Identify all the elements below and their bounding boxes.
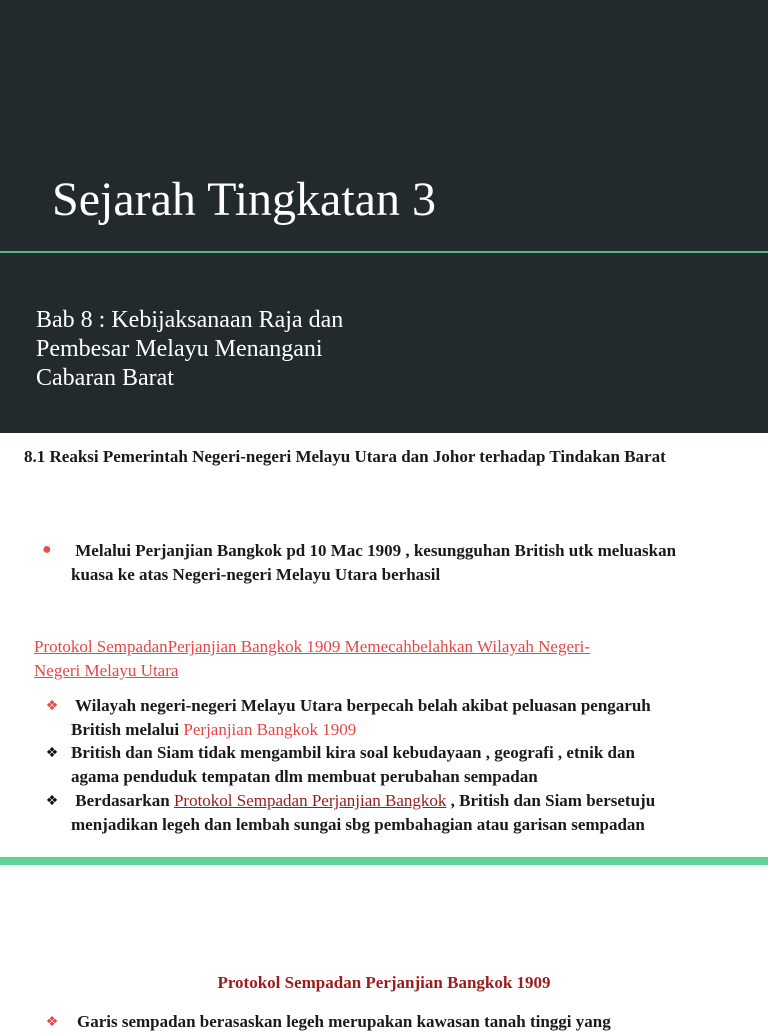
protocol-link[interactable]: Protokol Sempadan Perjanjian Bangkok bbox=[173, 791, 447, 810]
section-heading: 8.1 Reaksi Pemerintah Negeri-negeri Melayu Utara dan Johor terhadap Tindakan Barat bbox=[24, 447, 666, 466]
slide-divider bbox=[0, 857, 768, 865]
slide-subtitle bbox=[36, 306, 396, 393]
title-slide bbox=[0, 0, 768, 433]
list-item-line-2: menjadikan legeh dan lembah sungai sbg pembahagian atau garisan sempadan bbox=[71, 815, 645, 834]
bullet-dot-icon: ● bbox=[42, 541, 52, 558]
diamond-bullet-icon: ❖ bbox=[45, 794, 59, 809]
subtitle-line-1: Bab 8 : Kebijaksanaan Raja dan bbox=[36, 307, 344, 333]
slide-title: Sejarah Tingkatan 3 bbox=[52, 173, 436, 226]
list-item-line-2 bbox=[71, 718, 751, 742]
subtitle-line-3: Cabaran Barat bbox=[36, 365, 174, 391]
list-item-text: British melalui bbox=[71, 720, 184, 739]
subheading-link-block bbox=[34, 635, 754, 683]
list-item: Garis sempadan berasaskan legeh merupakan kawasan tanah tinggi yang bbox=[77, 1012, 611, 1031]
subheading-link-line-1[interactable]: Protokol SempadanPerjanjian Bangkok 1909 Memecahbelahkan Wilayah Negeri- bbox=[34, 637, 591, 656]
slide-heading: Protokol Sempadan Perjanjian Bangkok 1909 bbox=[217, 973, 551, 992]
list-item bbox=[71, 694, 751, 742]
list-item bbox=[71, 741, 751, 789]
bullet-line-1: Melalui Perjanjian Bangkok pd 10 Mac 1909 , kesungguhan British utk meluaskan bbox=[71, 541, 677, 560]
subtitle-line-2: Pembesar Melayu Menangani bbox=[36, 336, 323, 362]
list-item-line-1 bbox=[71, 789, 761, 813]
list-item-text: Berdasarkan bbox=[71, 791, 174, 810]
list-item-line-2: agama penduduk tempatan dlm membuat perubahan sempadan bbox=[71, 767, 538, 786]
diamond-bullet-icon: ❖ bbox=[45, 746, 59, 761]
list-item-text: , British dan Siam bersetuju bbox=[446, 791, 656, 810]
treaty-name-text: Perjanjian Bangkok 1909 bbox=[183, 720, 357, 739]
bullet-text bbox=[71, 539, 751, 587]
list-item bbox=[71, 789, 761, 837]
diamond-bullet-icon: ❖ bbox=[45, 699, 59, 714]
list-item-line-1: Wilayah negeri-negeri Melayu Utara berpecah belah akibat peluasan pengaruh bbox=[71, 696, 651, 715]
title-rule bbox=[0, 251, 768, 253]
list-item-line-1: British dan Siam tidak mengambil kira soal kebudayaan , geografi , etnik dan bbox=[71, 743, 635, 762]
diamond-bullet-icon: ❖ bbox=[45, 1015, 59, 1030]
bullet-line-2: kuasa ke atas Negeri-negeri Melayu Utara berhasil bbox=[71, 565, 441, 584]
subheading-link-line-2[interactable]: Negeri Melayu Utara bbox=[34, 661, 179, 680]
